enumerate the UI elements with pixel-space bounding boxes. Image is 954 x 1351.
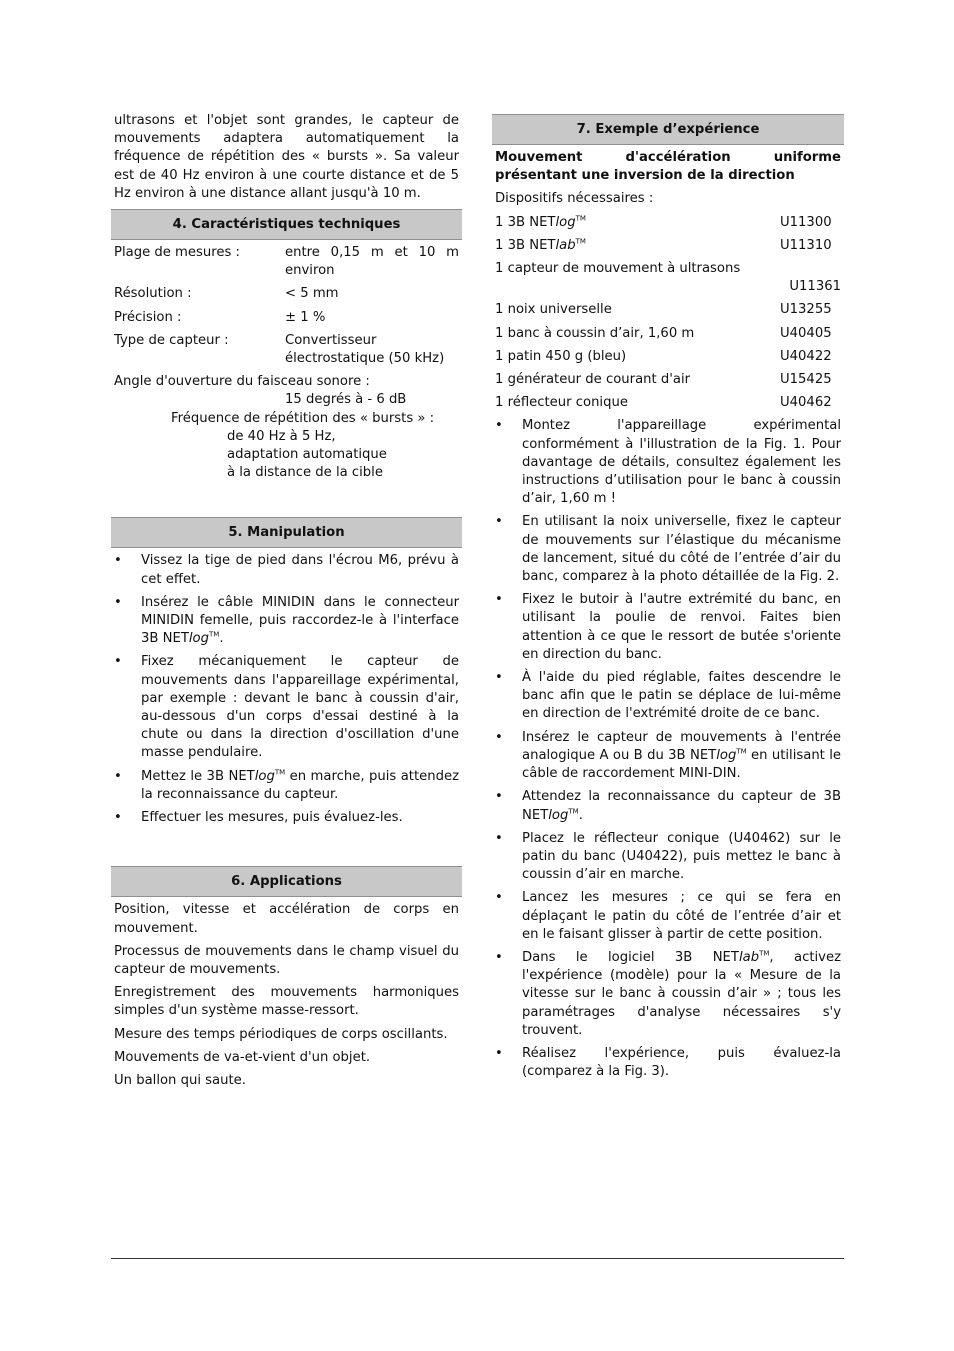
equipment-row — [492, 301, 844, 319]
list-item-text: . — [578, 807, 583, 823]
section-5-heading: 5. Manipulation — [111, 517, 462, 548]
spec-value: entre 0,15 m et 10 m environ — [285, 245, 459, 279]
list-item-text: Lancez les mesures ; ce qui se fera en déplaçant le patin du côté de l’entrée d’air et en le faisant glisser à partir de cette position. — [522, 890, 841, 942]
product-suffix: log — [254, 768, 275, 784]
spec-label: Plage de mesures : — [114, 245, 240, 261]
list-item-text: Dans le logiciel 3B NET — [522, 949, 739, 965]
equipment-name: 1 générateur de courant d'air — [495, 372, 691, 388]
trademark: TM — [575, 214, 586, 223]
spec-row — [111, 285, 462, 303]
equipment-row — [492, 325, 844, 343]
trademark: TM — [568, 807, 579, 816]
equipment-name: 1 banc à coussin d’air, 1,60 m — [495, 325, 695, 341]
spec-row — [111, 309, 462, 327]
frequency-label: Fréquence de répétition des « bursts » : — [171, 410, 435, 426]
list-item-text: . — [219, 631, 224, 647]
list-item-text: Fixez mécaniquement le capteur de mouvements dans l'appareillage expérimental, par exemple : devant le banc à coussin d'air, au-dessous d'un corps d'essai destiné à la chute ou dans la direction d'oscillation d'une masse pendulaire. — [141, 654, 459, 761]
intro-paragraph: ultrasons et l'objet sont grandes, le capteur de mouvements adaptera automatiquement la fréquence de répétition des « bursts ». Sa valeur est de 40 Hz environ à une courte distance et de 5 Hz environ à une distance allant jusqu'à 10 m. — [114, 113, 459, 201]
list-item-text: Montez l'appareillage expérimental conformément à l'illustration de la Fig. 1. Pour davantage de détails, consultez également les instructions d’utilisation pour le banc à coussin d’air, 1,60 m ! — [522, 418, 841, 507]
experiment-title: Mouvement d'accélération uniforme présentant une inversion de la direction — [495, 150, 841, 184]
product-suffix: log — [555, 214, 576, 230]
right-column — [492, 114, 844, 1086]
section-4-heading: 4. Caractéristiques techniques — [111, 209, 462, 240]
spec-value: Convertisseur électrostatique (50 kHz) — [285, 332, 445, 367]
equipment-name — [495, 214, 586, 232]
list-item-text: en utilisant le câble de raccordement MINI-DIN. — [522, 747, 841, 782]
spec-label: Type de capteur : — [114, 332, 229, 348]
product-suffix: lab — [555, 237, 576, 253]
product-suffix: lab — [738, 949, 760, 965]
product-suffix: log — [548, 807, 569, 823]
equipment-name: 1 patin 450 g (bleu) — [495, 348, 627, 364]
list-item-text: À l'aide du pied réglable, faites descendre le banc afin que le patin se déplace de lui-même en direction de l'extrémité droite de ce banc. — [522, 670, 841, 722]
manipulation-list — [111, 552, 462, 827]
list-item-text: Placez le réflecteur conique (U40462) sur le patin du banc (U40422), puis mettez le banc à coussin d’air en marche. — [522, 830, 841, 883]
spec-row — [111, 244, 462, 280]
list-item — [114, 552, 459, 588]
frequency-line: à la distance de la cible — [227, 465, 383, 481]
equipment-row — [492, 348, 844, 366]
list-item — [114, 594, 459, 649]
spec-label: Précision : — [114, 309, 182, 325]
footer-rule — [111, 1258, 844, 1259]
equipment-name-text: 1 3B NET — [495, 237, 556, 253]
spec-value: ± 1 % — [285, 309, 326, 325]
list-item — [495, 729, 841, 784]
equipment-name: 1 réflecteur conique — [495, 395, 628, 411]
section-7-heading: 7. Exemple d’expérience — [492, 114, 844, 145]
frequency-line: de 40 Hz à 5 Hz, — [227, 428, 336, 444]
equipment-code: U13255 — [780, 302, 832, 318]
list-item — [495, 788, 841, 824]
list-item — [495, 1045, 841, 1081]
application-item: Enregistrement des mouvements harmoniques simples d'un système masse-ressort. — [114, 985, 459, 1019]
equipment-row — [492, 371, 844, 389]
angle-value: 15 degrés à - 6 dB — [285, 392, 407, 408]
equipment-row — [492, 237, 844, 255]
spec-value: < 5 mm — [285, 286, 339, 302]
spec-row — [111, 332, 462, 368]
procedure-list — [492, 417, 844, 1081]
left-column — [111, 112, 462, 1095]
product-suffix: log — [188, 631, 209, 647]
frequency-line: adaptation automatique — [227, 447, 387, 463]
section-6-heading: 6. Applications — [111, 866, 462, 897]
equipment-name-text: 1 3B NET — [495, 214, 556, 230]
equipment-code: U11310 — [780, 237, 832, 253]
list-item-text: Fixez le butoir à l'autre extrémité du banc, en utilisant la poulie de renvoi. Faites bien attention à ce que le ressort de butée s'oriente en direction du banc. — [522, 592, 841, 662]
equipment-code: U11300 — [780, 214, 832, 230]
list-item — [495, 830, 841, 885]
list-item — [114, 653, 459, 762]
equipment-name — [495, 237, 586, 255]
trademark: TM — [209, 630, 220, 639]
application-item: Un ballon qui saute. — [114, 1072, 246, 1088]
equipment-row — [492, 260, 844, 296]
application-item: Mouvements de va-et-vient d'un objet. — [114, 1049, 371, 1065]
angle-label: Angle d'ouverture du faisceau sonore : — [114, 374, 370, 390]
equipment-code: U40422 — [780, 348, 832, 364]
equipment-code: U15425 — [780, 372, 832, 388]
list-item — [495, 949, 841, 1040]
equipment-heading: Dispositifs nécessaires : — [495, 191, 654, 207]
application-item: Position, vitesse et accélération de corps en mouvement. — [114, 902, 459, 936]
equipment-name: 1 noix universelle — [495, 302, 612, 318]
equipment-name: 1 capteur de mouvement à ultrasons — [495, 261, 741, 277]
equipment-row — [492, 394, 844, 412]
trademark: TM — [759, 949, 770, 958]
list-item — [114, 809, 459, 827]
trademark: TM — [736, 747, 747, 756]
list-item — [495, 889, 841, 944]
list-item-text: Mettez le 3B NET — [141, 768, 255, 784]
application-item: Processus de mouvements dans le champ visuel du capteur de mouvements. — [114, 943, 459, 977]
list-item-text: Réalisez l'expérience, puis évaluez-la (comparez à la Fig. 3). — [522, 1045, 841, 1080]
angle-block — [111, 373, 462, 482]
equipment-code: U40462 — [780, 395, 832, 411]
list-item-text: Attendez la reconnaissance du capteur de 3B NET — [522, 789, 841, 823]
equipment-code: U11361 — [789, 279, 841, 295]
spec-label: Résolution : — [114, 286, 192, 302]
trademark: TM — [575, 237, 586, 246]
list-item — [495, 669, 841, 724]
list-item-text: Insérez le capteur de mouvements à l'entrée analogique A ou B du 3B NET — [522, 729, 841, 763]
trademark: TM — [274, 768, 286, 777]
equipment-code: U40405 — [780, 325, 832, 341]
list-item — [114, 768, 459, 804]
list-item-text: Vissez la tige de pied dans l'écrou M6, prévu à cet effet. — [141, 553, 459, 587]
list-item — [495, 513, 841, 586]
list-item-text: , activez l'expérience (modèle) pour la « Mesure de la vitesse sur le banc à coussin d’air » ; tous les paramétrages d'analyse nécessaires s'y trouvent. — [522, 949, 841, 1038]
equipment-row — [492, 214, 844, 232]
application-item: Mesure des temps périodiques de corps oscillants. — [114, 1026, 448, 1042]
list-item-text: En utilisant la noix universelle, fixez le capteur de mouvements sur l’élastique du mécanisme de lancement, situé du côté de l’entrée d’air du banc, comparez à la photo détaillée de la Fig. 2. — [522, 514, 841, 585]
list-item-text: en marche, puis attendez la reconnaissance du capteur. — [141, 768, 459, 802]
list-item — [495, 417, 841, 508]
product-suffix: log — [716, 747, 737, 763]
list-item-text: Insérez le câble MINIDIN dans le connecteur MINIDIN femelle, puis raccordez-le à l'interface 3B NET — [141, 594, 459, 647]
list-item — [495, 591, 841, 664]
list-item-text: Effectuer les mesures, puis évaluez-les. — [141, 810, 403, 826]
